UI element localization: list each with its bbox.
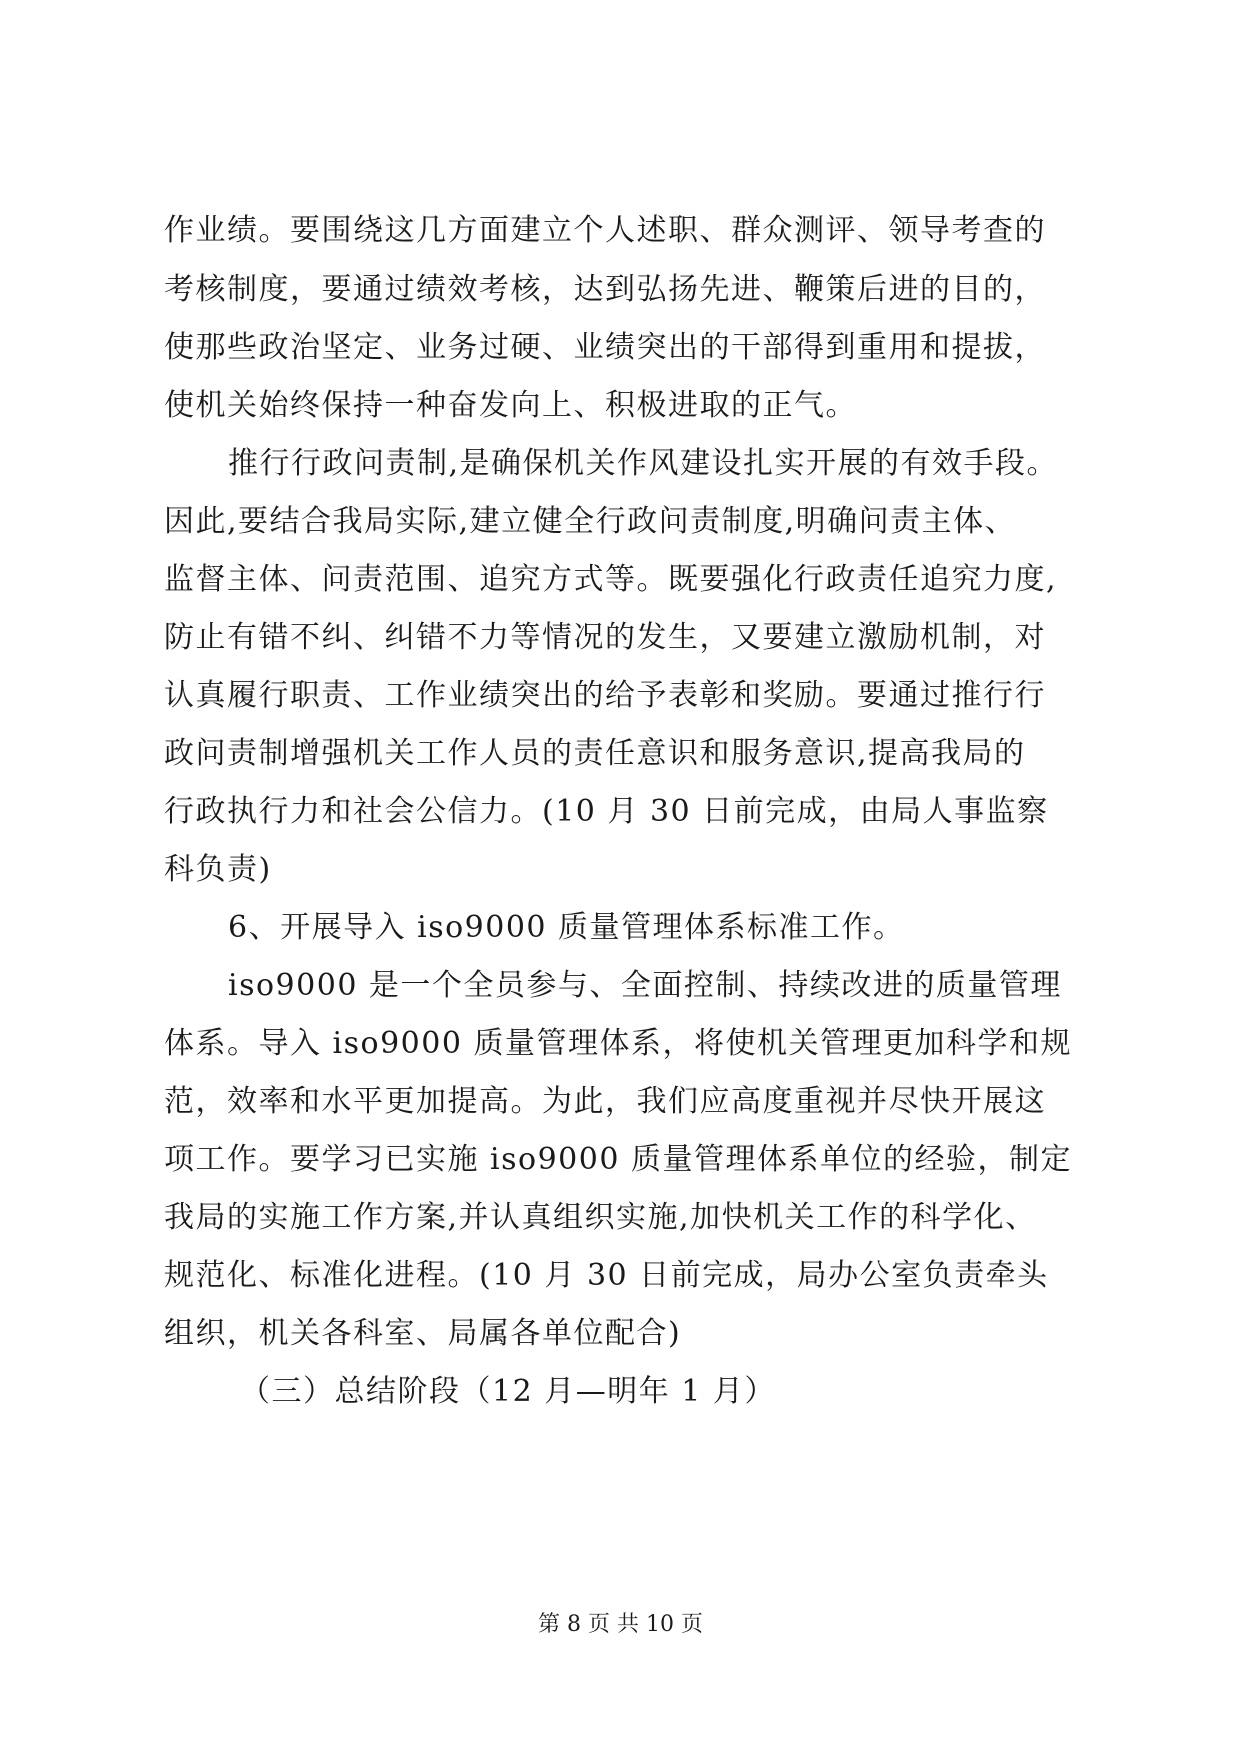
body-text-line: 行政执行力和社会公信力。(10 月 30 日前完成，由局人事监察	[164, 794, 1049, 829]
body-text-line: 项工作。要学习已实施 iso9000 质量管理体系单位的经验，制定	[164, 1142, 1072, 1177]
body-text-line: 组织，机关各科室、局属各单位配合)	[164, 1316, 682, 1351]
body-text-line: 使机关始终保持一种奋发向上、积极进取的正气。	[164, 388, 857, 423]
body-text-line: 监督主体、问责范围、追究方式等。既要强化行政责任追究力度,	[164, 562, 1058, 597]
body-text-line: 科负责)	[164, 852, 272, 887]
body-text-line: 规范化、标准化进程。(10 月 30 日前完成，局办公室负责牵头	[164, 1258, 1049, 1293]
stage-heading: （三）总结阶段（12 月—明年 1 月）	[240, 1374, 776, 1409]
body-text-line: 因此,要结合我局实际,建立健全行政问责制度,明确问责主体、	[164, 504, 1017, 539]
body-text-line: 我局的实施工作方案,并认真组织实施,加快机关工作的科学化、	[164, 1200, 1037, 1235]
body-text-line: 范，效率和水平更加提高。为此，我们应高度重视并尽快开展这	[164, 1084, 1046, 1119]
body-text-line: 作业绩。要围绕这几方面建立个人述职、群众测评、领导考查的	[164, 213, 1046, 248]
paragraph-start-line: 推行行政问责制,是确保机关作风建设扎实开展的有效手段。	[228, 446, 1059, 481]
body-text-line: 使那些政治坚定、业务过硬、业绩突出的干部得到重用和提拔，	[164, 330, 1046, 365]
body-text-line: 防止有错不纠、纠错不力等情况的发生，又要建立激励机制，对	[164, 620, 1046, 655]
section-heading: 6、开展导入 iso9000 质量管理体系标准工作。	[228, 910, 905, 945]
body-text-line: 政问责制增强机关工作人员的责任意识和服务意识,提高我局的	[164, 736, 1026, 771]
body-text-line: 认真履行职责、工作业绩突出的给予表彰和奖励。要通过推行行	[164, 678, 1046, 713]
body-text-line: 考核制度，要通过绩效考核，达到弘扬先进、鞭策后进的目的，	[164, 272, 1046, 307]
body-text-line: 体系。导入 iso9000 质量管理体系，将使机关管理更加科学和规	[164, 1026, 1072, 1061]
paragraph-start-line: iso9000 是一个全员参与、全面控制、持续改进的质量管理	[228, 968, 1062, 1003]
page-number-footer: 第 8 页 共 10 页	[538, 1612, 703, 1637]
